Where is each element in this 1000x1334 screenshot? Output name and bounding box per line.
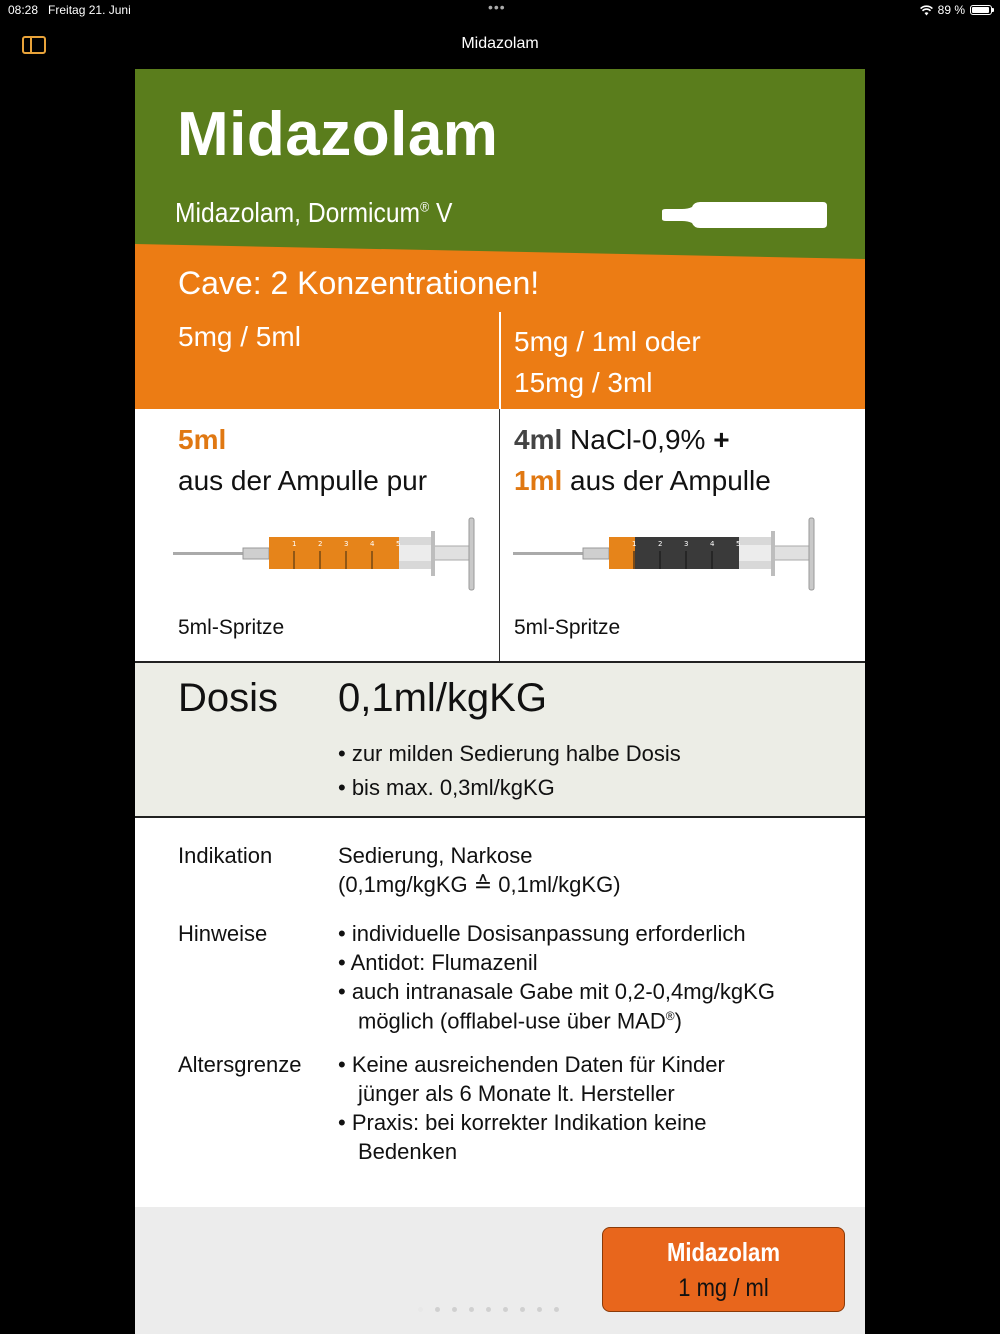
wifi-icon [920, 5, 933, 16]
multitask-dots-icon[interactable]: ••• [488, 0, 506, 15]
page-indicator[interactable] [418, 1307, 559, 1312]
drug-subtitle: Midazolam, Dormicum® V [175, 197, 453, 228]
page-dot[interactable] [537, 1307, 542, 1312]
ampoule-icon [660, 200, 828, 230]
page-dot[interactable] [520, 1307, 525, 1312]
page-dot[interactable] [435, 1307, 440, 1312]
preparation-right: 4ml NaCl-0,9% + 1ml aus der Ampulle [514, 424, 771, 496]
syringe-label-right: 5ml-Spritze [514, 616, 621, 639]
page-dot[interactable] [452, 1307, 457, 1312]
page-dot[interactable] [418, 1307, 423, 1312]
concentration-button-sub: 1 mg / ml [678, 1274, 769, 1302]
indication-text: Sedierung, Narkose (0,1mg/kgKG ≙ 0,1ml/kgKG) [338, 843, 621, 897]
page-dot[interactable] [503, 1307, 508, 1312]
nav-title: Midazolam [461, 35, 539, 52]
syringe-tick: 4 [370, 540, 375, 548]
syringe-tick: 1 [632, 540, 637, 548]
page-dot[interactable] [554, 1307, 559, 1312]
dose-bullet: • zur milden Sedierung halbe Dosis [338, 741, 681, 766]
status-time: 08:28 Freitag 21. Juni [8, 3, 131, 17]
drug-card [135, 69, 865, 1334]
notes-label: Hinweise [178, 921, 268, 946]
indication-label: Indikation [178, 843, 273, 868]
battery-percent: 89 % [937, 3, 965, 17]
concentration-button[interactable] [602, 1227, 845, 1312]
syringe-tick: 2 [658, 540, 663, 548]
syringe-tick: 3 [684, 540, 689, 548]
syringe-5ml-icon [173, 515, 478, 595]
age-limit-text: • Keine ausreichenden Daten für Kinder jünger als 6 Monate lt. Hersteller • Praxis: bei korrekter Indikation keine Bedenken [338, 1052, 725, 1164]
dose-value: 0,1ml/kgKG [338, 676, 547, 720]
preparation-left: 5ml aus der Ampulle pur [178, 424, 428, 496]
concentration-right: 5mg / 1ml oder 15mg / 3ml [514, 326, 701, 398]
age-limit-label: Altersgrenze [178, 1052, 302, 1077]
concentration-button-title: Midazolam [667, 1237, 780, 1267]
syringe-tick: 5 [736, 540, 741, 548]
syringe-tick: 4 [710, 540, 715, 548]
cave-text: Cave: 2 Konzentrationen! [178, 265, 540, 301]
nav-bar [0, 22, 1000, 66]
syringe-label-left: 5ml-Spritze [178, 616, 285, 639]
dose-label: Dosis [178, 676, 279, 720]
preparation-divider [499, 409, 500, 661]
concentration-divider [499, 312, 501, 409]
syringe-tick: 5 [396, 540, 401, 548]
status-right [920, 3, 992, 17]
dose-bullet: • bis max. 0,3ml/kgKG [338, 775, 555, 800]
syringe-5ml-mixed-icon [513, 515, 818, 595]
battery-icon [970, 5, 992, 15]
syringe-tick: 2 [318, 540, 323, 548]
drug-title: Midazolam [177, 100, 499, 169]
notes-text: • individuelle Dosisanpassung erforderlich • Antidot: Flumazenil • auch intranasale Gabe mit 0,2-0,4mg/kgKG möglich (offlabel-use über MAD®) [338, 921, 775, 1034]
concentration-left: 5mg / 5ml [178, 321, 301, 352]
status-bar [0, 0, 1000, 22]
page-dot[interactable] [469, 1307, 474, 1312]
syringe-tick: 1 [292, 540, 297, 548]
syringe-tick: 3 [344, 540, 349, 548]
page-dot[interactable] [486, 1307, 491, 1312]
